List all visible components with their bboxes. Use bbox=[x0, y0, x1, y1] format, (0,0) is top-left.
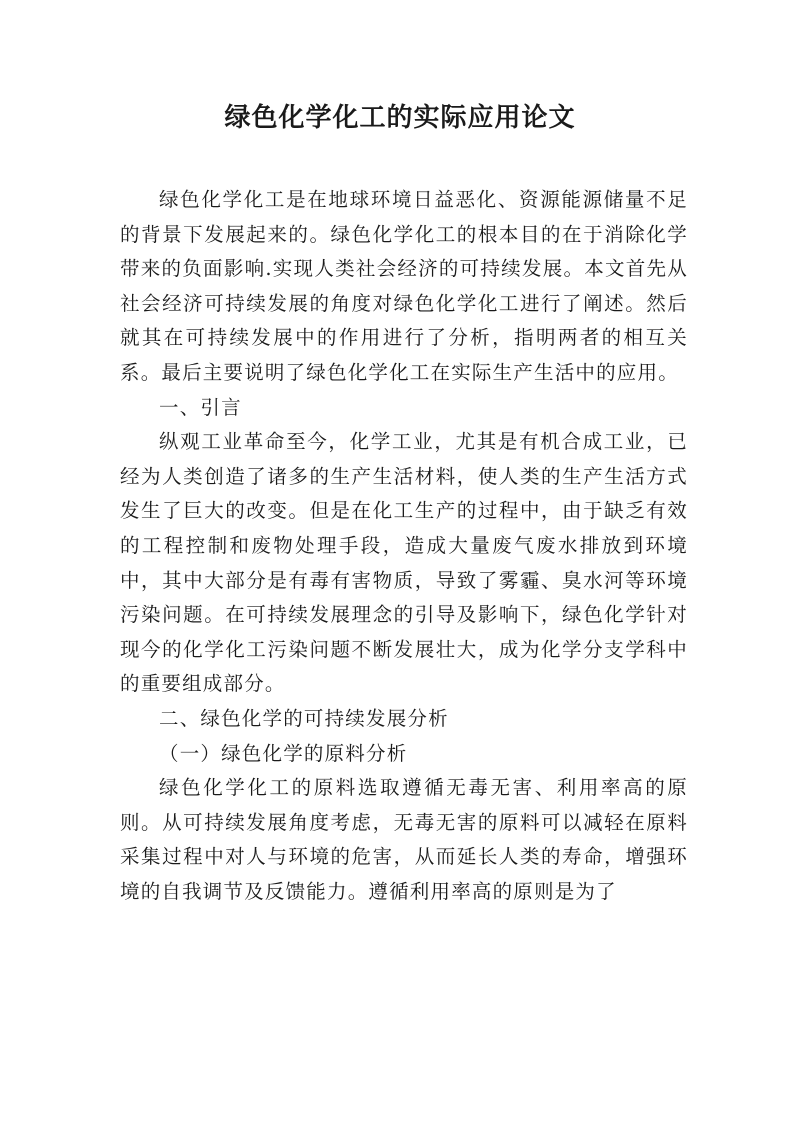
paragraph-abstract: 绿色化学化工是在地球环境日益恶化、资源能源储量不足的背景下发展起来的。绿色化学化工的根本目的在于消除化学带来的负面影响.实现人类社会经济的可持续发展。本文首先从社会经济可持续发展的角度对绿色化学化工进行了阐述。然后就其在可持续发展中的作用进行了分析，指明两者的相互关系。最后主要说明了绿色化学化工在实际生产生活中的应用。 bbox=[120, 188, 688, 384]
paragraph-raw-materials: 绿色化学化工的原料选取遵循无毒无害、利用率高的原则。从可持续发展角度考虑，无毒无害的原料可以减轻在原料采集过程中对人与环境的危害，从而延长人类的寿命，增强环境的自我调节及反馈能力。遵循利用率高的原则是为了 bbox=[120, 776, 688, 903]
heading-subsection-one: （一）绿色化学的原料分析 bbox=[159, 741, 408, 765]
document-body bbox=[120, 183, 688, 909]
paragraph-introduction: 纵观工业革命至今，化学工业，尤其是有机合成工业，已经为人类创造了诸多的生产生活材料，使人类的生产生活方式发生了巨大的改变。但是在化工生产的过程中，由于缺乏有效的工程控制和废物处理手段，造成大量废气废水排放到环境中，其中大部分是有毒有害物质，导致了雾霾、臭水河等环境污染问题。在可持续发展理念的引导及影响下，绿色化学针对现今的化学化工污染问题不断发展壮大，成为化学分支学科中的重要组成部分。 bbox=[120, 430, 688, 696]
heading-introduction: 一、引言 bbox=[159, 395, 242, 419]
heading-section-two: 二、绿色化学的可持续发展分析 bbox=[159, 706, 449, 730]
document-title: 绿色化学化工的实际应用论文 bbox=[224, 103, 576, 133]
